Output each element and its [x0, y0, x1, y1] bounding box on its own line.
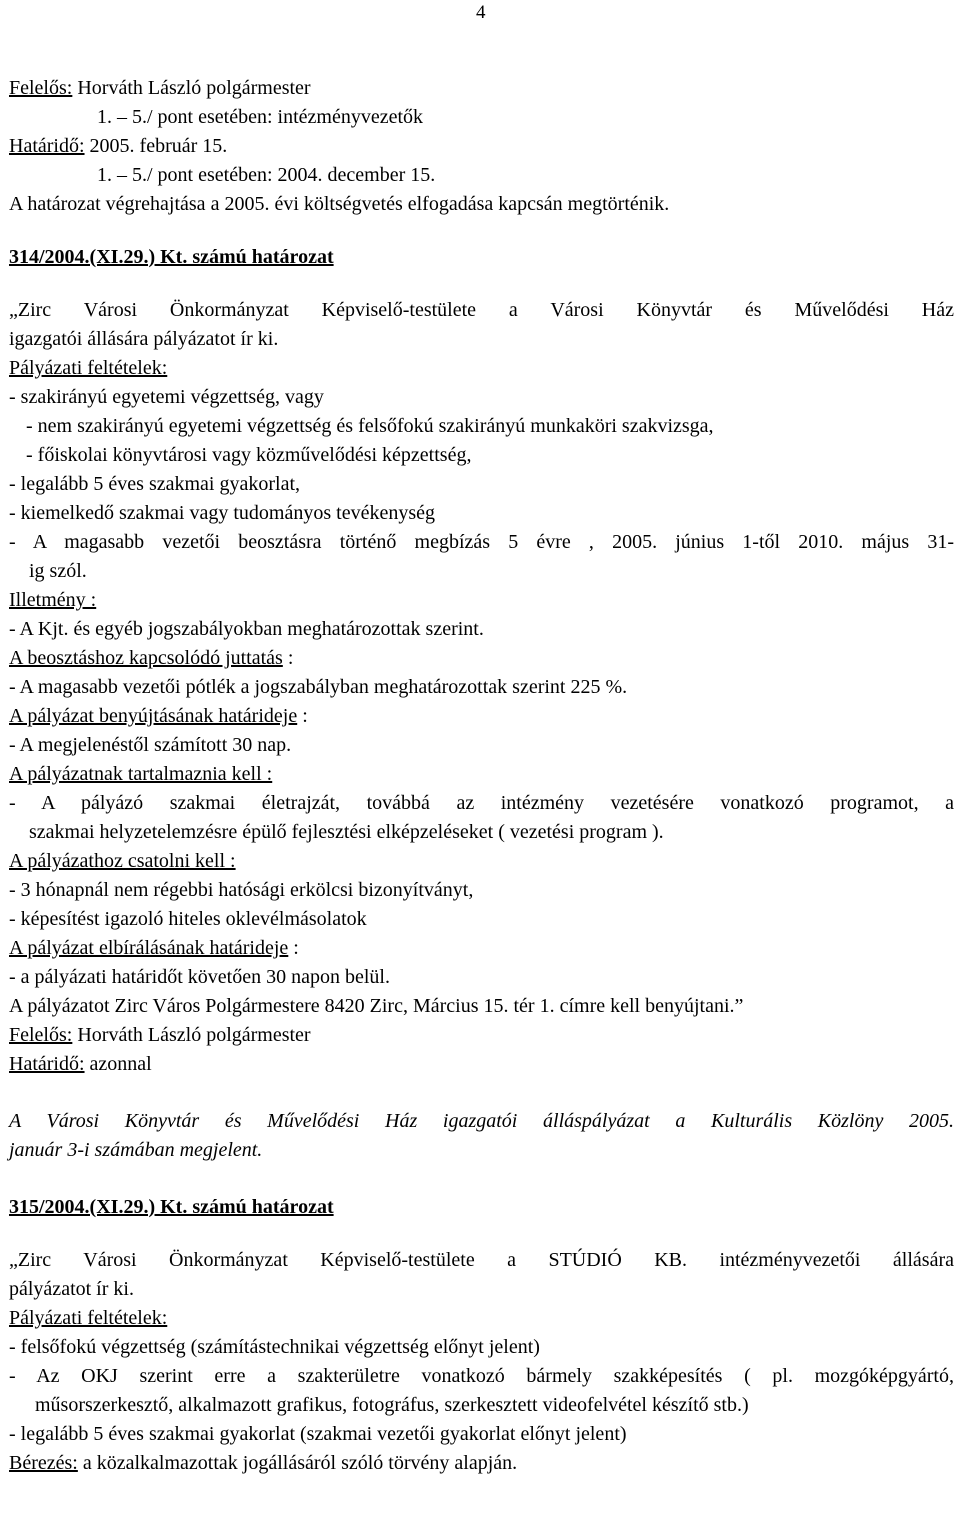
publication-note-1: A Városi Könyvtár és Művelődési Ház igazgatói álláspályázat a Kulturális Közlöny 2005.: [9, 1110, 954, 1132]
hatarido-line: [9, 132, 954, 161]
condition-item-315: - felsőfokú végzettség (számítástechnikai végzettség előnyt jelent): [9, 1336, 540, 1358]
condition-item: - szakirányú egyetemi végzettség, vagy: [9, 386, 324, 408]
judge-text: - a pályázati határidőt követően 30 napon belül.: [9, 966, 390, 988]
hatarido-label: Határidő:: [9, 135, 85, 157]
salary-heading: Illetmény :: [9, 589, 97, 611]
felelos-value: Horváth László polgármester: [72, 77, 311, 99]
allowance-text: - A magasabb vezetői pótlék a jogszabályban meghatározottak szerint 225 %.: [9, 676, 628, 698]
felelos-value-2: Horváth László polgármester: [72, 1024, 311, 1046]
condition-item-315: - legalább 5 éves szakmai gyakorlat (szakmai vezetői gyakorlat előnyt jelent): [9, 1423, 627, 1445]
felelos-label: Felelős:: [9, 77, 73, 99]
resolution-314-intro-1: „Zirc Városi Önkormányzat Képviselő-testülete a Városi Könyvtár és Művelődési Ház: [9, 299, 954, 321]
salary-text: - A Kjt. és egyéb jogszabályokban meghatározottak szerint.: [9, 618, 484, 640]
condition-item: - kiemelkedő szakmai vagy tudományos tevékenység: [9, 502, 435, 524]
condition-item-315: - Az OKJ szerint erre a szakterületre vonatkozó bármely szakképesítés ( pl. mozgóképgyártó,: [9, 1365, 954, 1387]
conditions-heading-315: Pályázati feltételek:: [9, 1307, 168, 1329]
felelos-line-2: [9, 1021, 954, 1050]
hatarido-value-2: azonnal: [84, 1053, 152, 1075]
attach-item: - képesítést igazoló hiteles oklevélmásolatok: [9, 908, 367, 930]
condition-item: - A magasabb vezetői beosztásra történő megbízás 5 évre , 2005. június 1-től 2010. május 31-: [9, 531, 954, 553]
resolution-314-intro-2: igazgatói állására pályázatot ír ki.: [9, 328, 279, 350]
contents-text-2: szakmai helyzetelemzésre épülő fejlesztési elképzeléseket ( vezetési program ).: [29, 821, 664, 843]
condition-item-315-cont: műsorszerkesztő, alkalmazott grafikus, fotográfus, szerkesztett videofelvétel készítő stb.): [35, 1394, 749, 1416]
hatarido-sub: 1. – 5./ pont esetében: 2004. december 15.: [97, 164, 436, 186]
contents-heading: A pályázatnak tartalmaznia kell :: [9, 763, 273, 785]
condition-subitem: - nem szakirányú egyetemi végzettség és felsőfokú szakirányú munkaköri szakvizsga,: [26, 415, 714, 437]
attach-item: - 3 hónapnál nem régebbi hatósági erkölcsi bizonyítványt,: [9, 879, 474, 901]
deadline-text: - A megjelenéstől számított 30 nap.: [9, 734, 292, 756]
contents-text-1: - A pályázó szakmai életrajzát, továbbá az intézmény vezetésére vonatkozó programot, a: [9, 792, 954, 814]
pay-value: a közalkalmazottak jogállásáról szóló törvény alapján.: [77, 1452, 518, 1474]
conditions-heading: Pályázati feltételek:: [9, 357, 168, 379]
page-number: 4: [476, 2, 486, 23]
hatarido-value: 2005. február 15.: [84, 135, 228, 157]
pay-label: Bérezés:: [9, 1452, 78, 1474]
hatarido-line-2: [9, 1050, 954, 1079]
submit-text: A pályázatot Zirc Város Polgármestere 8420 Zirc, Március 15. tér 1. címre kell benyújtani.”: [9, 995, 744, 1017]
execution-note: A határozat végrehajtása a 2005. évi költségvetés elfogadása kapcsán megtörténik.: [9, 193, 670, 215]
condition-item-cont: ig szól.: [29, 560, 87, 582]
document-body: [9, 74, 954, 1478]
publication-note-2: január 3-i számában megjelent.: [9, 1139, 263, 1161]
judge-heading: A pályázat elbírálásának határideje: [9, 937, 289, 959]
resolution-315-intro-2: pályázatot ír ki.: [9, 1278, 134, 1300]
felelos-label-2: Felelős:: [9, 1024, 73, 1046]
resolution-315-intro-1: „Zirc Városi Önkormányzat Képviselő-testülete a STÚDIÓ KB. intézményvezetői állására: [9, 1249, 954, 1271]
felelos-sub: 1. – 5./ pont esetében: intézményvezetők: [97, 106, 424, 128]
allowance-heading-line: A beosztáshoz kapcsolódó juttatás :: [9, 647, 294, 669]
deadline-heading-line: A pályázat benyújtásának határideje :: [9, 705, 308, 727]
attach-heading: A pályázathoz csatolni kell :: [9, 850, 236, 872]
deadline-heading: A pályázat benyújtásának határideje: [9, 705, 298, 727]
condition-subitem: - főiskolai könyvtárosi vagy közművelődési képzettség,: [26, 444, 472, 466]
condition-item: - legalább 5 éves szakmai gyakorlat,: [9, 473, 300, 495]
pay-line: [9, 1449, 954, 1478]
allowance-heading: A beosztáshoz kapcsolódó juttatás: [9, 647, 283, 669]
resolution-315-title: 315/2004.(XI.29.) Kt. számú határozat: [9, 1196, 334, 1218]
felelos-line: [9, 74, 954, 103]
resolution-314-title: 314/2004.(XI.29.) Kt. számú határozat: [9, 246, 334, 268]
hatarido-label-2: Határidő:: [9, 1053, 85, 1075]
judge-heading-line: A pályázat elbírálásának határideje :: [9, 937, 299, 959]
